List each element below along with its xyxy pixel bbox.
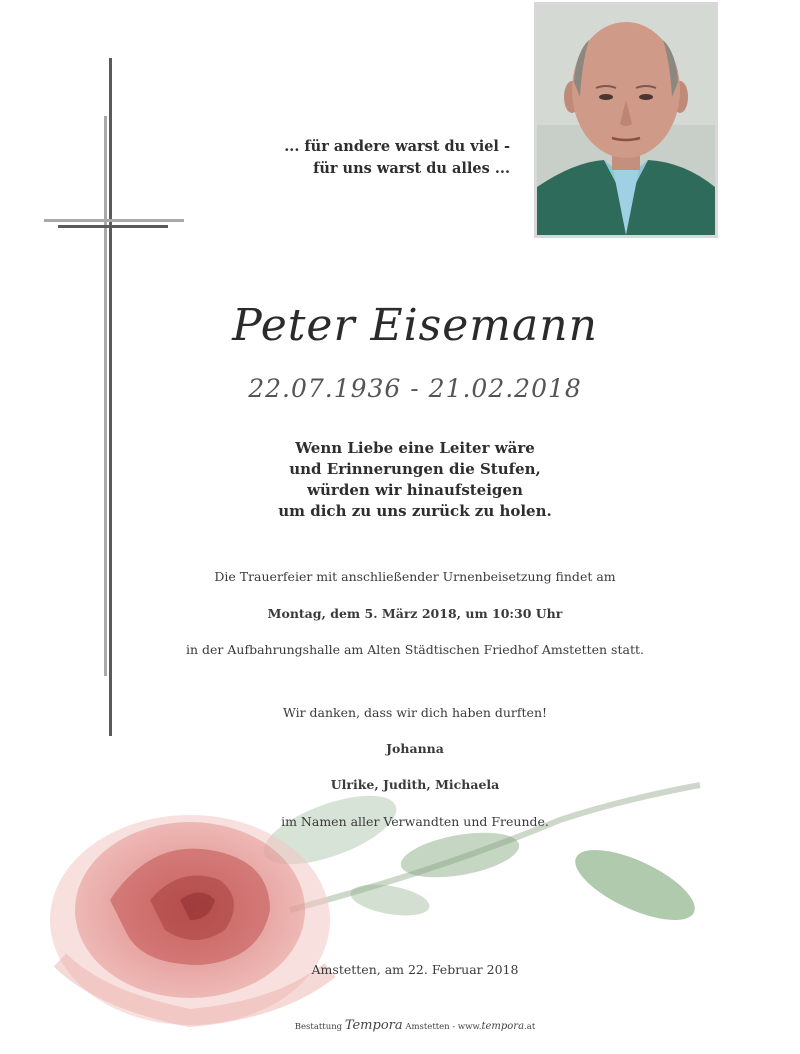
footer-prefix: Bestattung [294,1022,343,1032]
poem-line-1: Wenn Liebe eine Leiter wäre [295,439,535,457]
footer [0,1018,800,1033]
place-date: Amstetten, am 22. Februar 2018 [311,962,519,977]
footer-suffix: .at [524,1022,536,1032]
life-dates: 22.07.1936 - 21.02.2018 [248,374,582,403]
poem-line-3: würden wir hinaufsteigen [307,481,523,499]
cross-horizontal-light [44,219,184,222]
poem-line-2: und Erinnerungen die Stufen, [289,460,541,478]
mourner-others: im Namen aller Verwandten und Freunde. [281,814,549,829]
footer-middle: Amstetten - www. [405,1022,482,1032]
cross-horizontal-dark [58,225,168,228]
mourner-children: Ulrike, Judith, Michaela [330,777,500,792]
motto [260,136,510,180]
ceremony-datetime: Montag, dem 5. März 2018, um 10:30 Uhr [267,606,563,621]
poem [0,438,800,522]
ceremony-intro: Die Trauerfeier mit anschließender Urnenbeisetzung findet am [214,569,616,584]
poem-line-4: um dich zu uns zurück zu holen. [278,502,552,520]
rose-icon [40,760,720,1030]
footer-brand-web: tempora [481,1021,525,1032]
thanks-text: Wir danken, dass wir dich haben durften! [282,705,548,720]
motto-line-1: ... für andere warst du viel - [284,138,510,155]
footer-brand: Tempora [344,1018,403,1033]
deceased-name: Peter Eisemann [232,300,598,351]
ceremony-location: in der Aufbahrungshalle am Alten Städtischen Friedhof Amstetten statt. [186,642,644,657]
portrait-photo [534,2,718,238]
mourner-spouse: Johanna [386,741,444,756]
portrait-icon [534,2,718,238]
motto-line-2: für uns warst du alles ... [313,160,510,177]
